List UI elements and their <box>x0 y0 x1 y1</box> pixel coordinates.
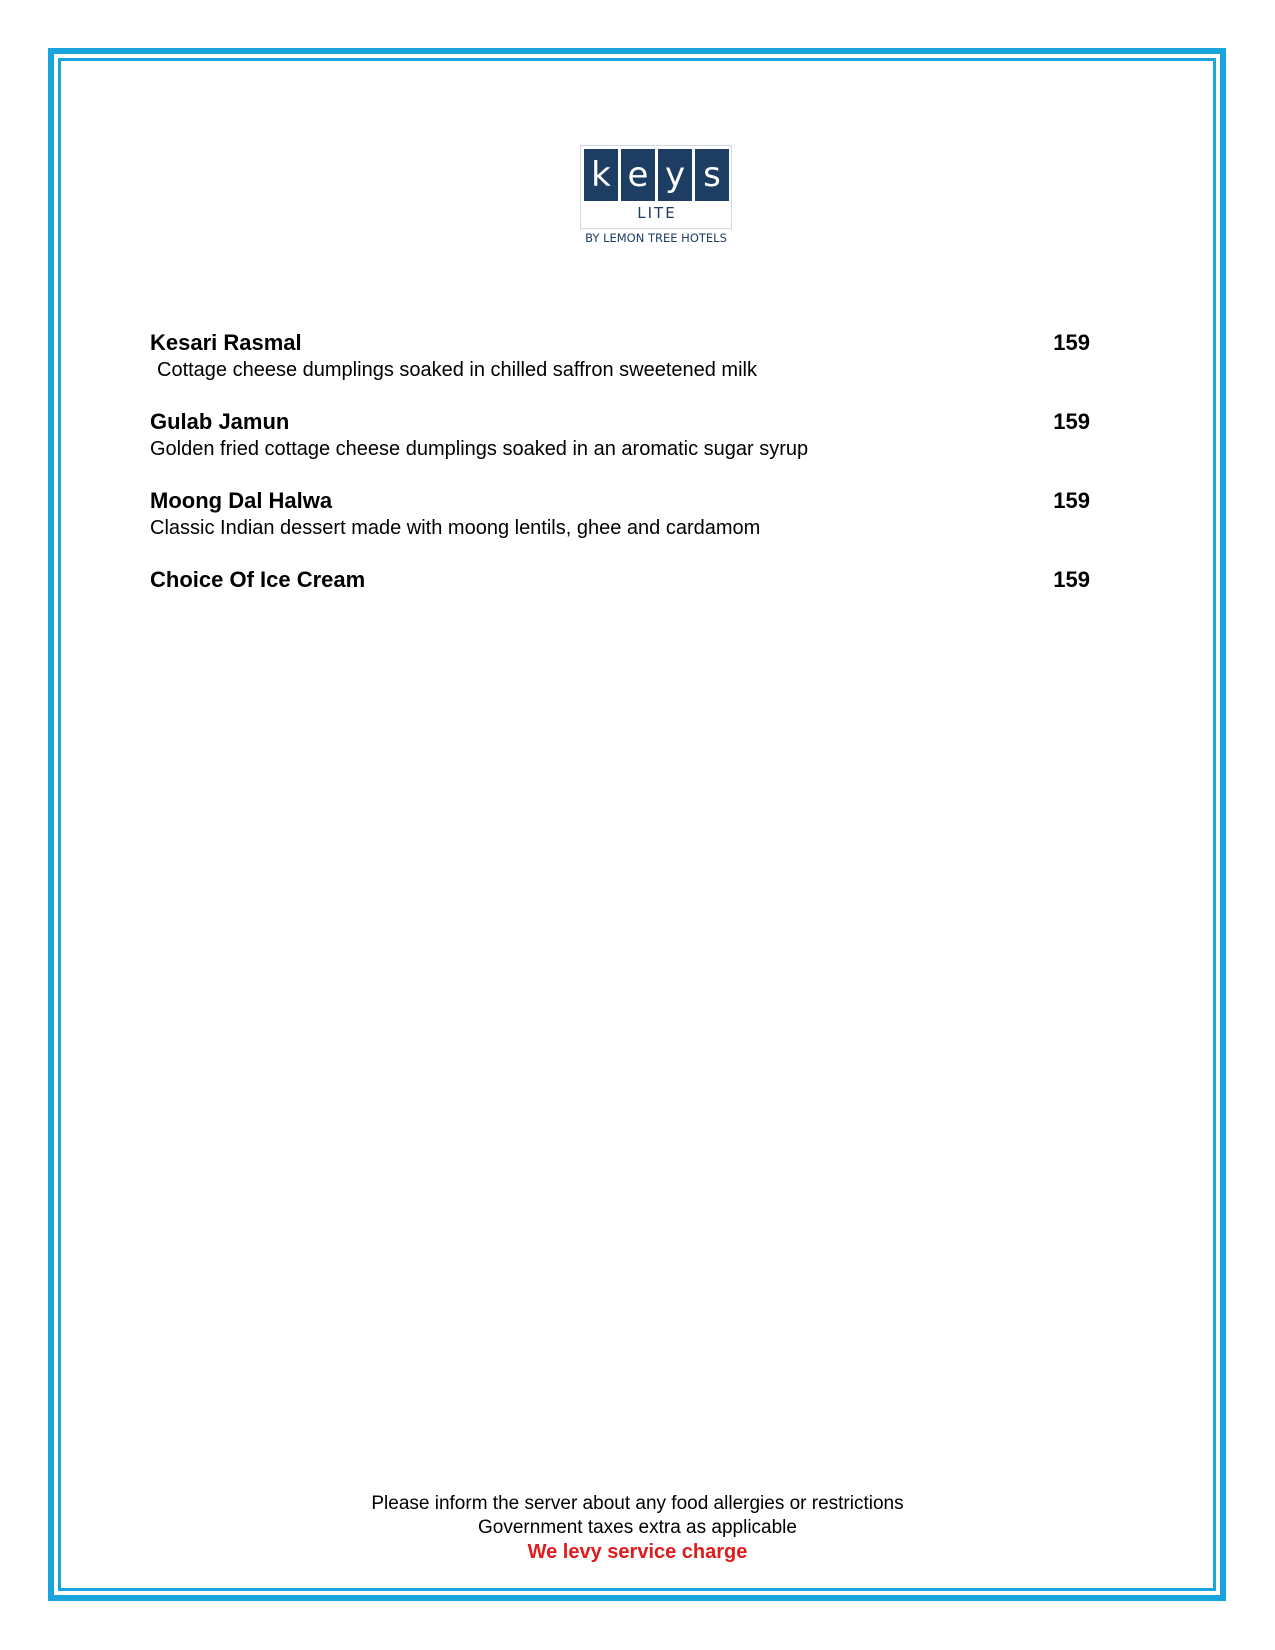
keys-lite-logo <box>580 145 732 247</box>
menu-item-header <box>150 330 1090 356</box>
menu-item-name: Kesari Rasmal <box>150 330 302 355</box>
logo-lite-text: LITE <box>637 204 677 222</box>
menu-item <box>150 567 1090 593</box>
allergy-note: Please inform the server about any food allergies or restrictions <box>371 1493 904 1514</box>
logo-letter-y: y <box>658 149 692 201</box>
menu-item <box>150 488 1090 541</box>
logo-letter-s: s <box>695 149 729 201</box>
menu-item-price: 159 <box>1053 409 1090 434</box>
menu-item-name: Gulab Jamun <box>150 409 290 434</box>
menu-item-name: Choice Of Ice Cream <box>150 567 366 592</box>
dessert-menu <box>150 330 1090 619</box>
menu-item-description: Cottage cheese dumplings soaked in chilled saffron sweetened milk <box>157 359 757 381</box>
menu-item-price: 159 <box>1053 330 1090 355</box>
menu-item <box>150 409 1090 462</box>
tax-note: Government taxes extra as applicable <box>478 1517 797 1538</box>
logo-subtitle: BY LEMON TREE HOTELS <box>585 231 727 245</box>
logo-tiles <box>584 149 729 201</box>
service-charge-note: We levy service charge <box>527 1541 748 1563</box>
menu-item-description: Classic Indian dessert made with moong lentils, ghee and cardamom <box>150 517 761 539</box>
menu-item <box>150 330 1090 383</box>
menu-item-name: Moong Dal Halwa <box>150 488 333 513</box>
logo-box <box>580 145 732 229</box>
menu-item-header <box>150 488 1090 514</box>
logo-letter-e: e <box>621 149 655 201</box>
menu-item-price: 159 <box>1053 567 1090 592</box>
menu-item-header <box>150 409 1090 435</box>
menu-item-price: 159 <box>1053 488 1090 513</box>
menu-footer <box>0 1492 1275 1564</box>
inner-border <box>58 58 1216 1591</box>
logo-letter-k: k <box>584 149 618 201</box>
menu-item-description: Golden fried cottage cheese dumplings soaked in an aromatic sugar syrup <box>150 438 809 460</box>
menu-item-header <box>150 567 1090 593</box>
